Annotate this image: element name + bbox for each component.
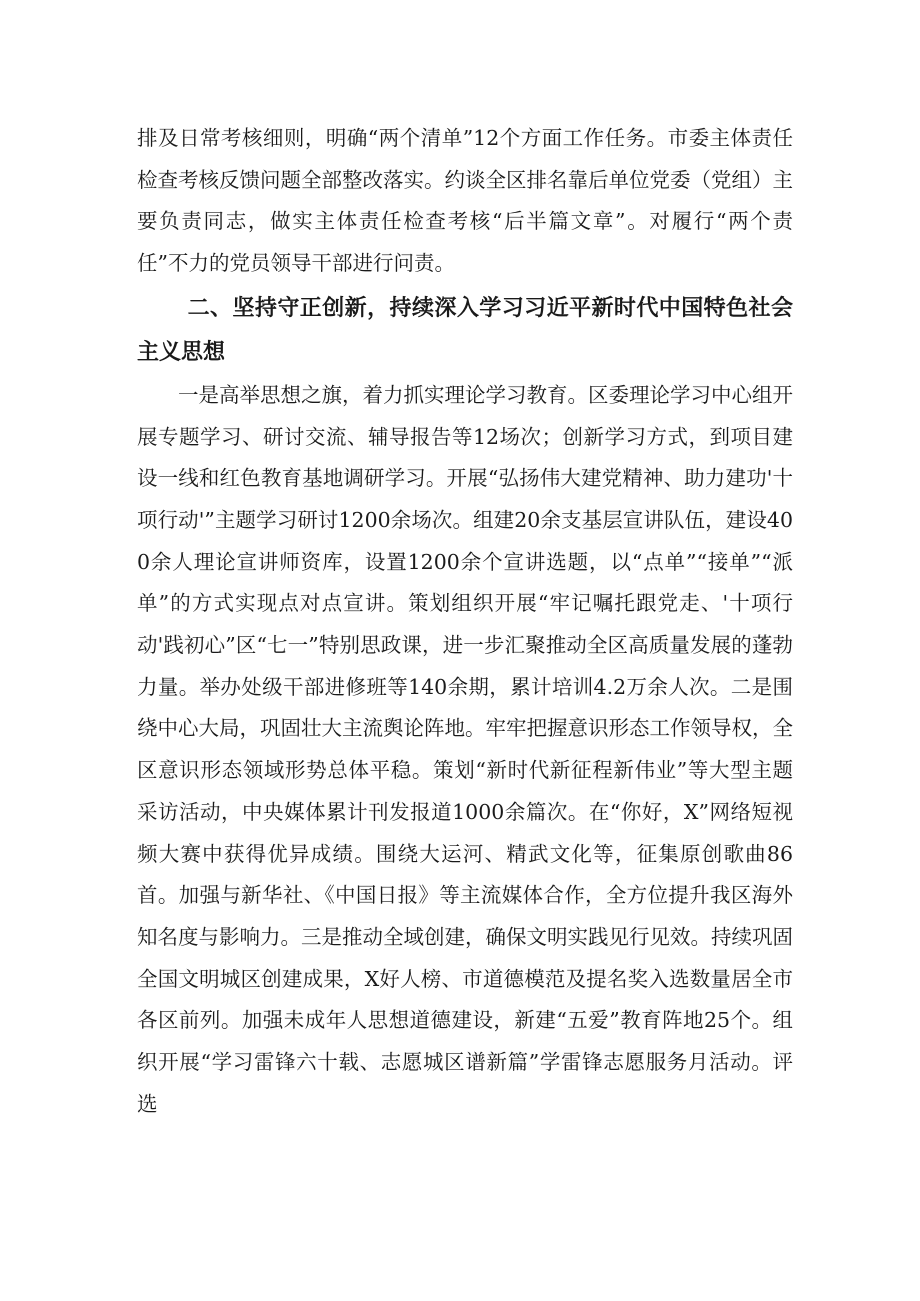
document-page bbox=[137, 118, 793, 1125]
paragraph-body: 一是高举思想之旗，着力抓实理论学习教育。区委理论学习中心组开展专题学习、研讨交流、辅导报告等12场次；创新学习方式，到项目建设一线和红色教育基地调研学习。开展“弘扬伟大建党精神、助力建功'十项行动'”主题学习研讨1200余场次。组建20余支基层宣讲队伍，建设400余人理论宣讲师资库，设置1200余个宣讲选题，以“点单”“接单”“派单”的方式实现点对点宣讲。策划组织开展“牢记嘱托跟党走、'十项行动'践初心”区“七一”特别思政课，进一步汇聚推动全区高质量发展的蓬勃力量。举办处级干部进修班等140余期，累计培训4.2万余人次。二是围绕中心大局，巩固壮大主流舆论阵地。牢牢把握意识形态工作领导权，全区意识形态领域形势总体平稳。策划“新时代新征程新伟业”等大型主题采访活动，中央媒体累计刊发报道1000余篇次。在“你好，X”网络短视频大赛中获得优异成绩。围绕大运河、精武文化等，征集原创歌曲86首。加强与新华社、《中国日报》等主流媒体合作，全方位提升我区海外知名度与影响力。三是推动全域创建，确保文明实践见行见效。持续巩固全国文明城区创建成果，X好人榜、市道德模范及提名奖入选数量居全市各区前列。加强未成年人思想道德建设，新建“五爱”教育阵地25个。组织开展“学习雷锋六十载、志愿城区谱新篇”学雷锋志愿服务月活动。评选 bbox=[137, 382, 793, 1116]
section-heading: 二、坚持守正创新，持续深入学习习近平新时代中国特色社会主义思想 bbox=[137, 295, 793, 365]
paragraph-continuation: 排及日常考核细则，明确“两个清单”12个方面工作任务。市委主体责任检查考核反馈问题全部整改落实。约谈全区排名靠后单位党委（党组）主要负责同志，做实主体责任检查考核“后半篇文章”。对履行“两个责任”不力的党员领导干部进行问责。 bbox=[137, 126, 793, 276]
